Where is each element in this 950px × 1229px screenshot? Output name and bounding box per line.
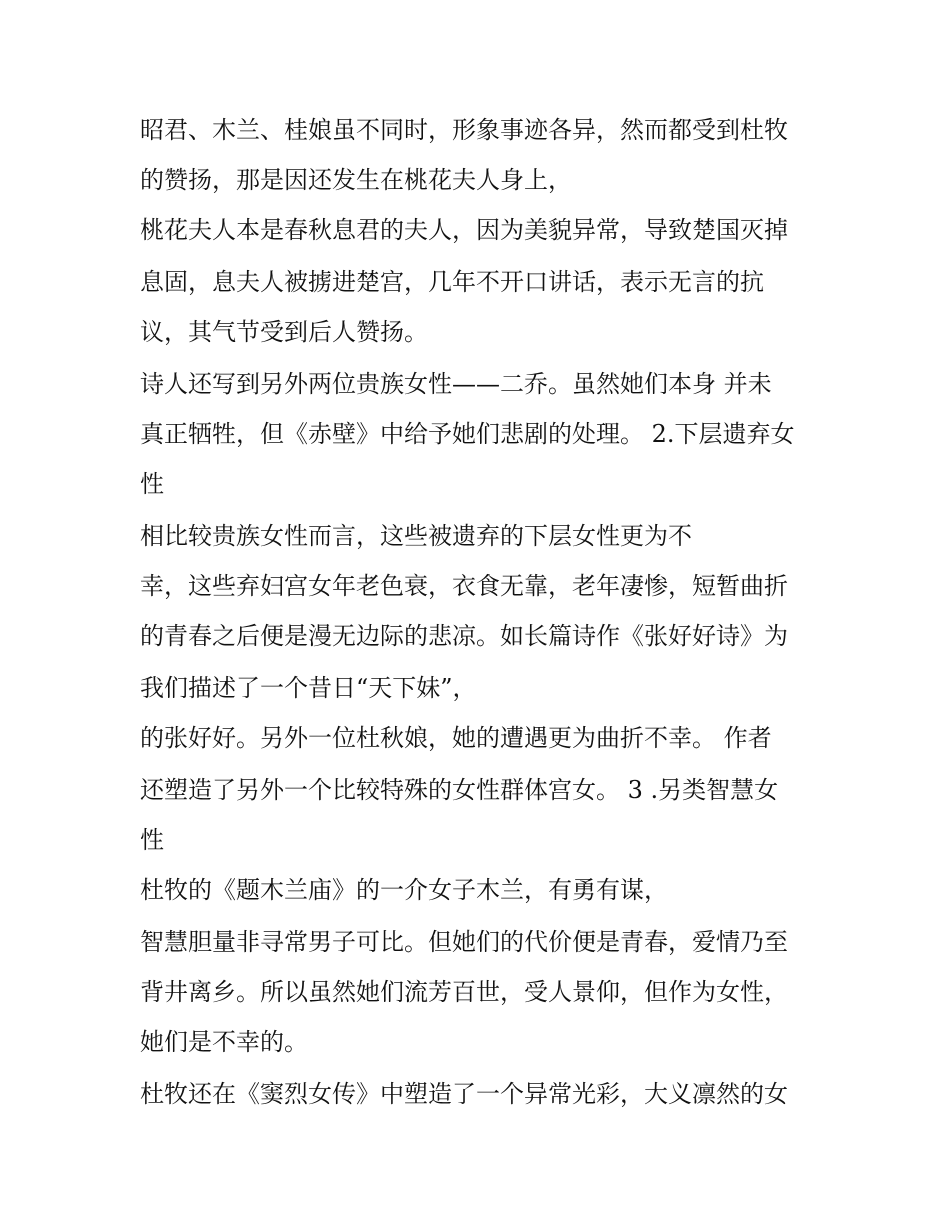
text-line: 的青春之后便是漫无边际的悲凉。如长篇诗作《张好好诗》为 <box>140 622 788 650</box>
text-line: 息固，息夫人被掳进楚宫，几年不开口讲话，表示无言的抗 <box>140 268 764 296</box>
text-line: 桃花夫人本是春秋息君的夫人，因为美貌异常，导致楚国灭掉 <box>140 216 788 244</box>
text-line: 杜牧的《题木兰庙》的一介女子木兰，有勇有谋， <box>140 876 668 904</box>
text-line: 她们是不幸的。 <box>140 1028 308 1056</box>
text-line: 相比较贵族女性而言，这些被遗弃的下层女性更为不 <box>140 522 692 550</box>
text-line: 智慧胆量非寻常男子可比。但她们的代价便是青春，爱情乃至 <box>140 928 788 956</box>
text-line: 诗人还写到另外两位贵族女性——二乔。虽然她们本身 并未 <box>140 370 772 398</box>
text-line: 性 <box>140 826 164 854</box>
text-line: 幸，这些弃妇宫女年老色衰，衣食无靠，老年凄惨，短暂曲折 <box>140 572 788 600</box>
text-line: 昭君、木兰、桂娘虽不同时，形象事迹各异，然而都受到杜牧 <box>140 116 788 144</box>
text-line: 杜牧还在《窦烈女传》中塑造了一个异常光彩，大义凛然的女 <box>140 1080 788 1108</box>
text-line: 我们描述了一个昔日“天下妹”， <box>140 674 477 702</box>
text-line: 的赞扬，那是因还发生在桃花夫人身上， <box>140 166 572 194</box>
text-line: 真正牺牲，但《赤壁》中给予她们悲剧的处理。 2.下层遗弃女 <box>140 420 795 448</box>
text-line: 背井离乡。所以虽然她们流芳百世，受人景仰，但作为女性， <box>140 978 788 1006</box>
text-line: 还塑造了另外一个比较特殊的女性群体宫女。 3 .另类智慧女 <box>140 776 779 804</box>
text-line: 性 <box>140 470 164 498</box>
text-line: 的张好好。另外一位杜秋娘，她的遭遇更为曲折不幸。 作者 <box>140 724 772 752</box>
text-line: 议，其气节受到后人赞扬。 <box>140 318 428 346</box>
